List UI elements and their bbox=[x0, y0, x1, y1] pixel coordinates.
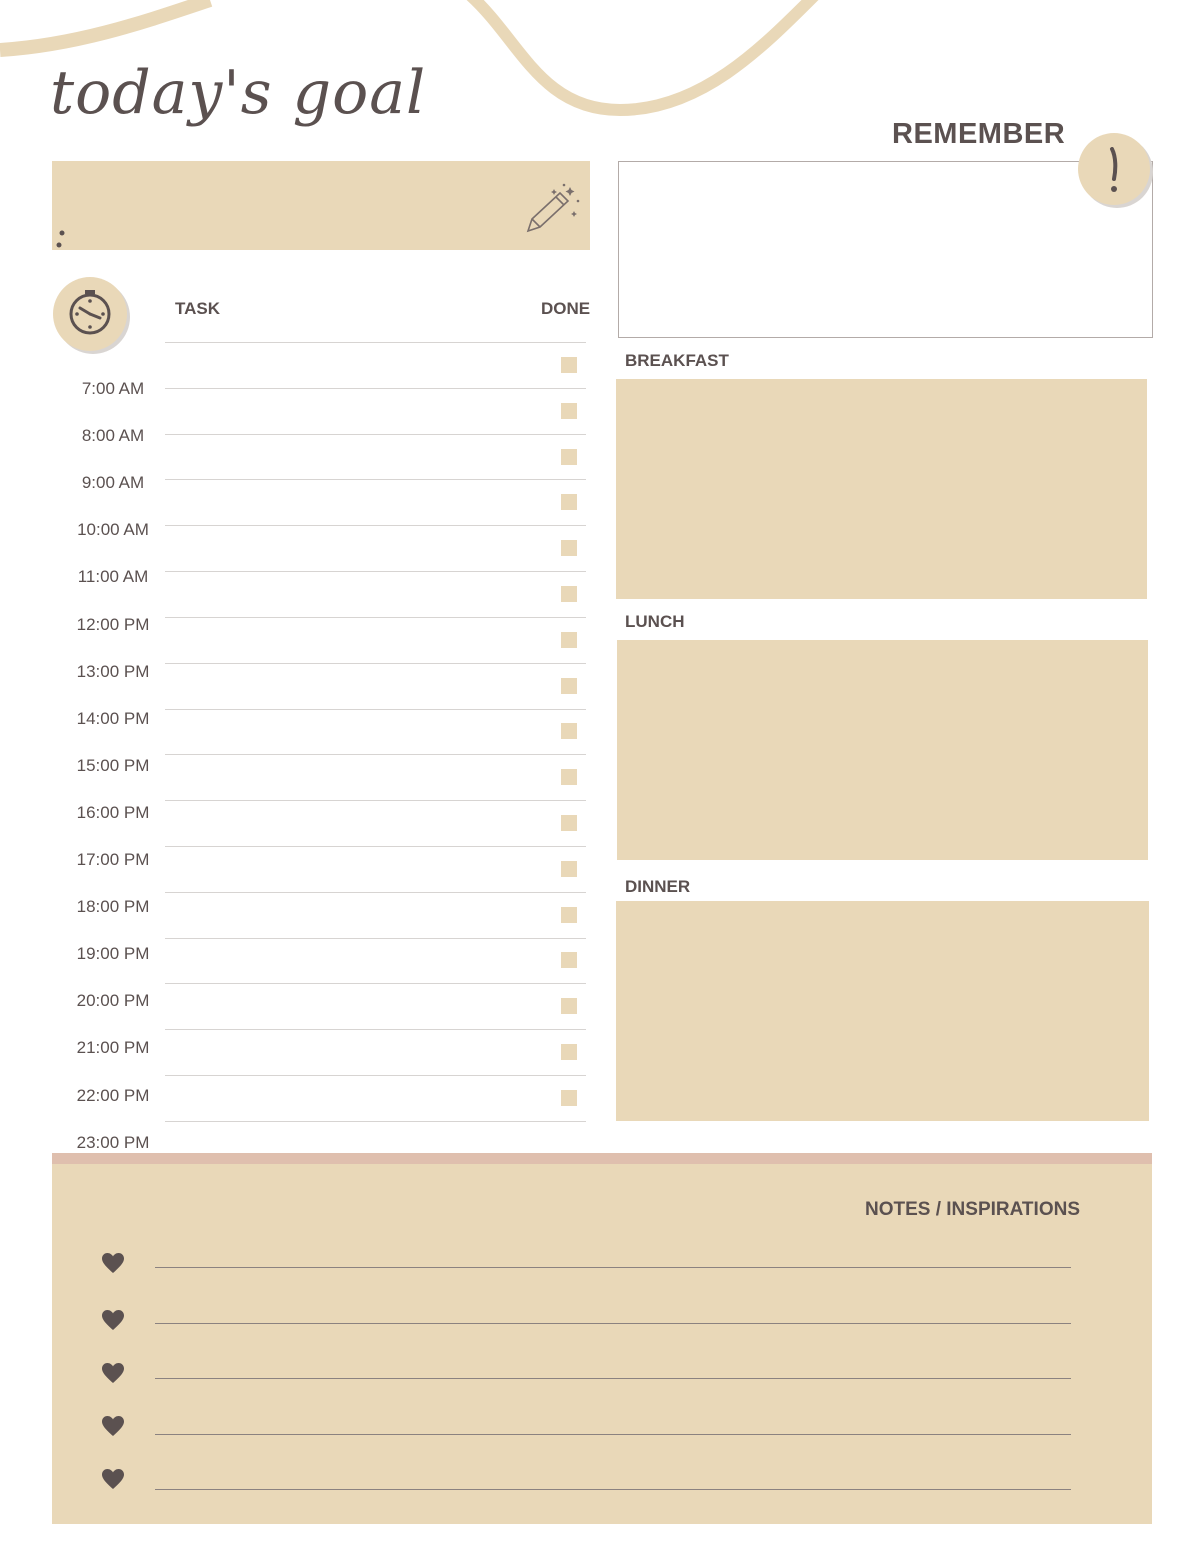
note-line[interactable] bbox=[155, 1378, 1071, 1379]
done-checkbox[interactable] bbox=[561, 907, 577, 923]
dinner-box[interactable] bbox=[616, 901, 1149, 1121]
done-checkbox[interactable] bbox=[561, 632, 577, 648]
task-row-line bbox=[165, 342, 586, 343]
heart-icon bbox=[101, 1252, 125, 1274]
done-checkbox[interactable] bbox=[561, 586, 577, 602]
task-row-line bbox=[165, 754, 586, 755]
time-label: 10:00 AM bbox=[77, 520, 149, 540]
done-checkbox[interactable] bbox=[561, 815, 577, 831]
clock-icon bbox=[66, 290, 114, 338]
time-label: 12:00 PM bbox=[76, 614, 150, 634]
task-row-line bbox=[165, 892, 586, 893]
done-checkbox[interactable] bbox=[561, 449, 577, 465]
done-column-header: DONE bbox=[541, 299, 591, 318]
heart-icon bbox=[101, 1415, 125, 1437]
pencil-icon bbox=[524, 181, 582, 237]
task-row-line bbox=[165, 525, 586, 526]
breakfast-box[interactable] bbox=[616, 379, 1147, 599]
done-checkbox[interactable] bbox=[561, 1090, 577, 1106]
done-checkbox[interactable] bbox=[561, 403, 577, 419]
lunch-label: LUNCH bbox=[625, 612, 685, 631]
time-label: 23:00 PM bbox=[76, 1132, 150, 1152]
exclamation-badge bbox=[1078, 133, 1150, 205]
note-line[interactable] bbox=[155, 1434, 1071, 1435]
remember-box[interactable] bbox=[618, 161, 1153, 338]
time-label: 20:00 PM bbox=[76, 991, 150, 1011]
time-label: 13:00 PM bbox=[76, 661, 150, 681]
remember-title: REMEMBER bbox=[892, 118, 1066, 150]
time-label: 7:00 AM bbox=[81, 379, 145, 398]
time-label: 18:00 PM bbox=[76, 897, 150, 917]
task-row-line bbox=[165, 846, 586, 847]
task-row-line bbox=[165, 800, 586, 801]
task-row-line bbox=[165, 571, 586, 572]
time-label: 15:00 PM bbox=[76, 755, 150, 775]
time-label: 9:00 AM bbox=[81, 473, 145, 493]
decorative-dots bbox=[56, 225, 66, 251]
task-row-line bbox=[165, 663, 586, 664]
heart-icon bbox=[101, 1468, 125, 1490]
done-checkbox[interactable] bbox=[561, 494, 577, 510]
page-title: today's goal bbox=[50, 58, 427, 128]
goal-input-box[interactable] bbox=[52, 161, 590, 250]
done-checkbox[interactable] bbox=[561, 678, 577, 694]
notes-panel bbox=[52, 1153, 1152, 1524]
task-row-line bbox=[165, 434, 586, 435]
note-line[interactable] bbox=[155, 1323, 1071, 1324]
task-row-line bbox=[165, 1121, 586, 1122]
time-label: 19:00 PM bbox=[76, 944, 150, 964]
done-checkbox[interactable] bbox=[561, 998, 577, 1014]
time-label: 14:00 PM bbox=[76, 708, 150, 728]
time-label: 22:00 PM bbox=[76, 1085, 150, 1105]
breakfast-label: BREAKFAST bbox=[625, 351, 729, 370]
task-row-line bbox=[165, 479, 586, 480]
note-line[interactable] bbox=[155, 1267, 1071, 1268]
done-checkbox[interactable] bbox=[561, 769, 577, 785]
task-row-line bbox=[165, 709, 586, 710]
task-row-line bbox=[165, 388, 586, 389]
done-checkbox[interactable] bbox=[561, 952, 577, 968]
note-line[interactable] bbox=[155, 1489, 1071, 1490]
clock-badge bbox=[53, 277, 127, 351]
time-label: 16:00 PM bbox=[76, 802, 150, 822]
done-checkbox[interactable] bbox=[561, 861, 577, 877]
task-row-line bbox=[165, 983, 586, 984]
heart-icon bbox=[101, 1362, 125, 1384]
task-row-line bbox=[165, 938, 586, 939]
exclamation-icon bbox=[1104, 147, 1124, 193]
task-row-line bbox=[165, 1029, 586, 1030]
done-checkbox[interactable] bbox=[561, 540, 577, 556]
task-column-header: TASK bbox=[175, 299, 221, 318]
done-checkbox[interactable] bbox=[561, 1044, 577, 1060]
done-checkbox[interactable] bbox=[561, 723, 577, 739]
lunch-box[interactable] bbox=[617, 640, 1148, 860]
task-row-line bbox=[165, 617, 586, 618]
dinner-label: DINNER bbox=[625, 877, 691, 896]
time-label: 21:00 PM bbox=[76, 1038, 150, 1058]
done-checkbox[interactable] bbox=[561, 357, 577, 373]
task-row-line bbox=[165, 1075, 586, 1076]
time-label: 17:00 PM bbox=[76, 850, 150, 869]
heart-icon bbox=[101, 1309, 125, 1331]
time-label: 11:00 AM bbox=[77, 567, 149, 587]
time-label: 8:00 AM bbox=[81, 426, 145, 446]
notes-title: NOTES / INSPIRATIONS bbox=[864, 1199, 1080, 1220]
